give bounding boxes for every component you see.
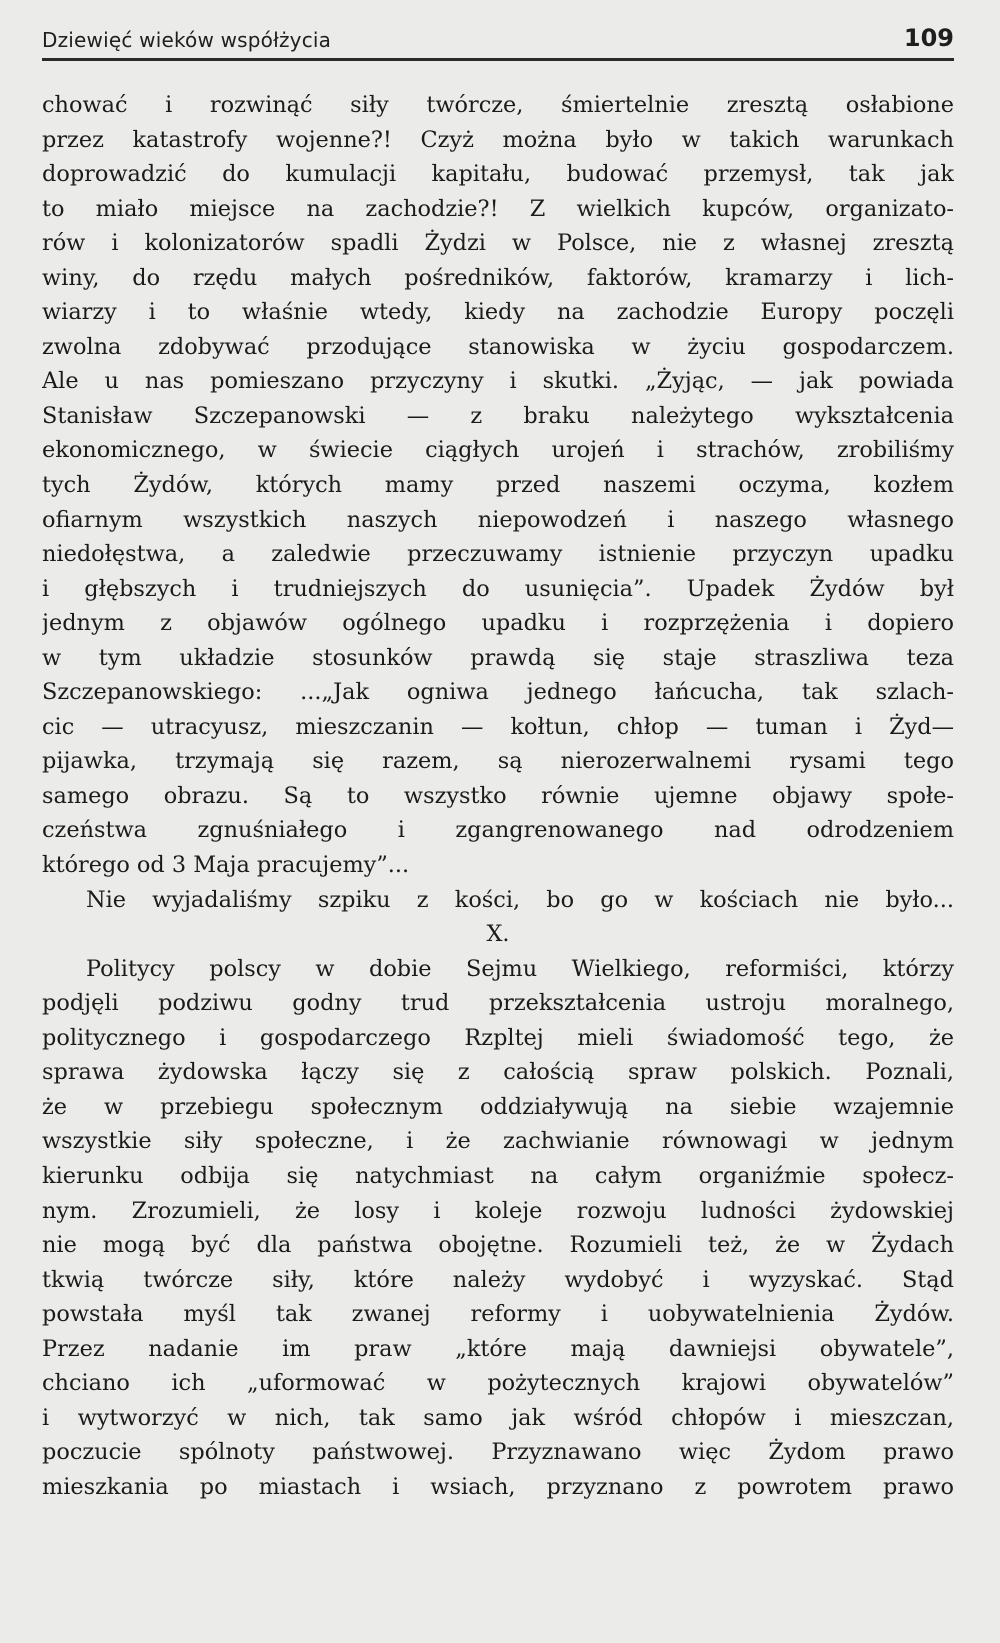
text-line: którego od 3 Maja pracujemy”... (42, 852, 410, 879)
text-line: mieszkania po miastach i wsiach, przyznano z powrotem prawo (42, 1473, 954, 1500)
running-title: Dziewięć wieków współżycia (42, 28, 332, 52)
text-line: powstała myśl tak zwanej reformy i uobywatelnienia Żydów. (42, 1301, 954, 1328)
text-line: poczucie spólnoty państwowej. Przyznawano więc Żydom prawo (42, 1439, 954, 1466)
page-number: 109 (903, 24, 954, 52)
text-line: i wytworzyć w nich, tak samo jak wśród chłopów i mieszczan, (42, 1404, 954, 1431)
text-line: nym. Zrozumieli, że losy i koleje rozwoju ludności żydowskiej (42, 1197, 954, 1224)
text-line: podjęli podziwu godny trud przekształcenia ustroju moralnego, (42, 990, 954, 1017)
text-line: nie mogą być dla państwa obojętne. Rozumieli też, że w Żydach (42, 1232, 954, 1259)
text-line: wszystkie siły społeczne, i że zachwianie równowagi w jednym (42, 1128, 954, 1155)
text-line: rów i kolonizatorów spadli Żydzi w Polsce, nie z własnej zresztą (42, 230, 954, 257)
text-line: że w przebiegu społecznym oddziaływują na siebie wzajemnie (42, 1093, 954, 1120)
text-line: jednym z objawów ogólnego upadku i rozprzężenia i dopiero (42, 610, 954, 637)
text-line: winy, do rzędu małych pośredników, faktorów, kramarzy i lich- (42, 264, 954, 291)
text-line: kierunku odbija się natychmiast na całym organiźmie społecz- (42, 1162, 954, 1189)
text-line: samego obrazu. Są to wszystko równie ujemne objawy społe- (42, 782, 954, 809)
page-header (42, 22, 954, 58)
text-line: Szczepanowskiego: ...„Jak ogniwa jednego łańcucha, tak szlach- (42, 679, 954, 706)
section-heading: X. (486, 921, 510, 948)
text-line: niedołęstwa, a zaledwie przeczuwamy istnienie przyczyn upadku (42, 541, 954, 568)
text-line: Politycy polscy w dobie Sejmu Wielkiego, reformiści, którzy (86, 955, 954, 982)
text-line: tkwią twórcze siły, które należy wydobyć i wyzyskać. Stąd (42, 1266, 954, 1293)
text-line: wiarzy i to właśnie wtedy, kiedy na zachodzie Europy poczęli (42, 299, 954, 326)
text-line: ofiarnym wszystkich naszych niepowodzeń i naszego własnego (42, 506, 954, 533)
text-line: zwolna zdobywać przodujące stanowiska w życiu gospodarczem. (42, 333, 954, 360)
text-line: cic — utracyusz, mieszczanin — kołtun, chłop — tuman i Żyd— (42, 713, 954, 740)
text-line: przez katastrofy wojenne?! Czyż można było w takich warunkach (42, 126, 954, 153)
text-line: chować i rozwinąć siły twórcze, śmiertelnie zresztą osłabione (42, 92, 954, 118)
text-line: Stanisław Szczepanowski — z braku należytego wykształcenia (42, 402, 954, 429)
text-line: sprawa żydowska łączy się z całością spraw polskich. Poznali, (42, 1059, 954, 1086)
text-line: Przez nadanie im praw „które mają dawniejsi obywatele”, (42, 1335, 954, 1362)
body-text (42, 88, 954, 1504)
text-line: doprowadzić do kumulacji kapitału, budować przemysł, tak jak (42, 161, 954, 188)
text-line: w tym układzie stosunków prawdą się staje straszliwa teza (42, 644, 954, 671)
text-line: to miało miejsce na zachodzie?! Z wielkich kupców, organizato- (42, 195, 954, 222)
text-line: pijawka, trzymają się razem, są nierozerwalnemi rysami tego (42, 748, 954, 775)
text-line: chciano ich „uformować w pożytecznych krajowi obywatelów” (42, 1370, 954, 1397)
text-line: ekonomicznego, w świecie ciągłych urojeń i strachów, zrobiliśmy (42, 437, 954, 464)
header-rule (42, 58, 954, 61)
text-line: tych Żydów, których mamy przed naszemi oczyma, kozłem (42, 472, 954, 499)
text-line: i głębszych i trudniejszych do usunięcia”. Upadek Żydów był (42, 575, 954, 602)
text-line: Ale u nas pomieszano przyczyny i skutki. „Żyjąc, — jak powiada (42, 368, 954, 395)
text-line: Nie wyjadaliśmy szpiku z kości, bo go w kościach nie było... (86, 886, 954, 913)
text-line: czeństwa zgnuśniałego i zgangrenowanego nad odrodzeniem (42, 817, 954, 844)
text-line: politycznego i gospodarczego Rzpltej mieli świadomość tego, że (42, 1024, 954, 1051)
